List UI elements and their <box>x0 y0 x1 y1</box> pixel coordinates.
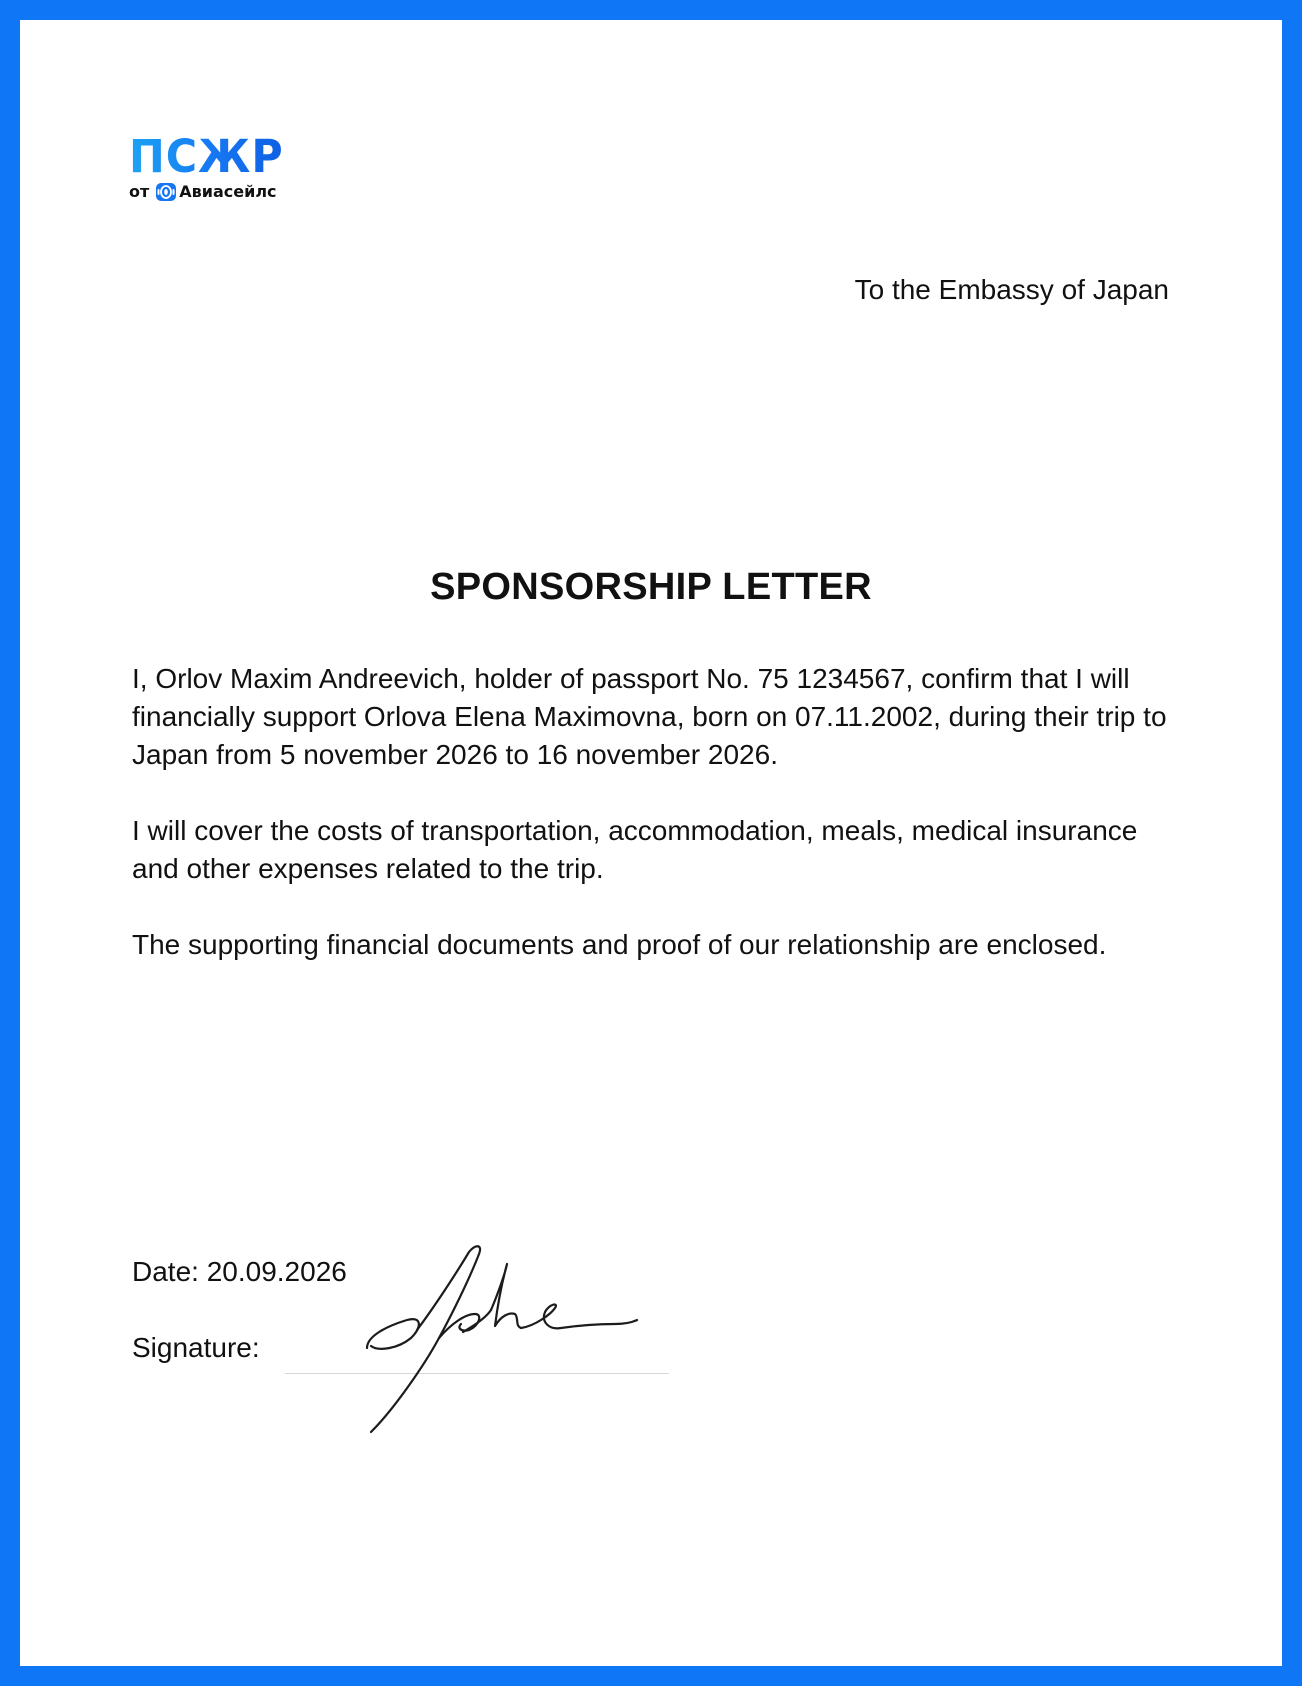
handwritten-signature <box>365 1240 645 1440</box>
logo-wordmark: ПСЖР <box>129 130 284 183</box>
letter-page <box>20 20 1282 1666</box>
signature-label: Signature: <box>132 1332 260 1363</box>
logo-byline <box>129 180 277 204</box>
logo-brand: Авиасейлс <box>179 182 277 201</box>
letter-title: SPONSORSHIP LETTER <box>430 566 872 608</box>
logo-prefix: от <box>129 182 150 201</box>
paragraph-costs-covered: I will cover the costs of transportation, accommodation, meals, medical insurance and other expenses related to the trip. <box>132 815 1138 884</box>
paragraph-enclosures: The supporting financial documents and proof of our relationship are enclosed. <box>132 929 1107 960</box>
letter-body <box>132 660 1182 1002</box>
addressee: To the Embassy of Japan <box>854 274 1169 305</box>
aviasales-icon <box>155 182 177 202</box>
company-logo <box>129 132 329 202</box>
date-line: Date: 20.09.2026 <box>132 1256 347 1287</box>
paragraph-sponsor-statement: I, Orlov Maxim Andreevich, holder of passport No. 75 1234567, confirm that I will financially support Orlova Elena Maximovna, born on 07.11.2002, during their trip to Japan from 5 november 2026 to 16 november 2026. <box>132 663 1167 770</box>
